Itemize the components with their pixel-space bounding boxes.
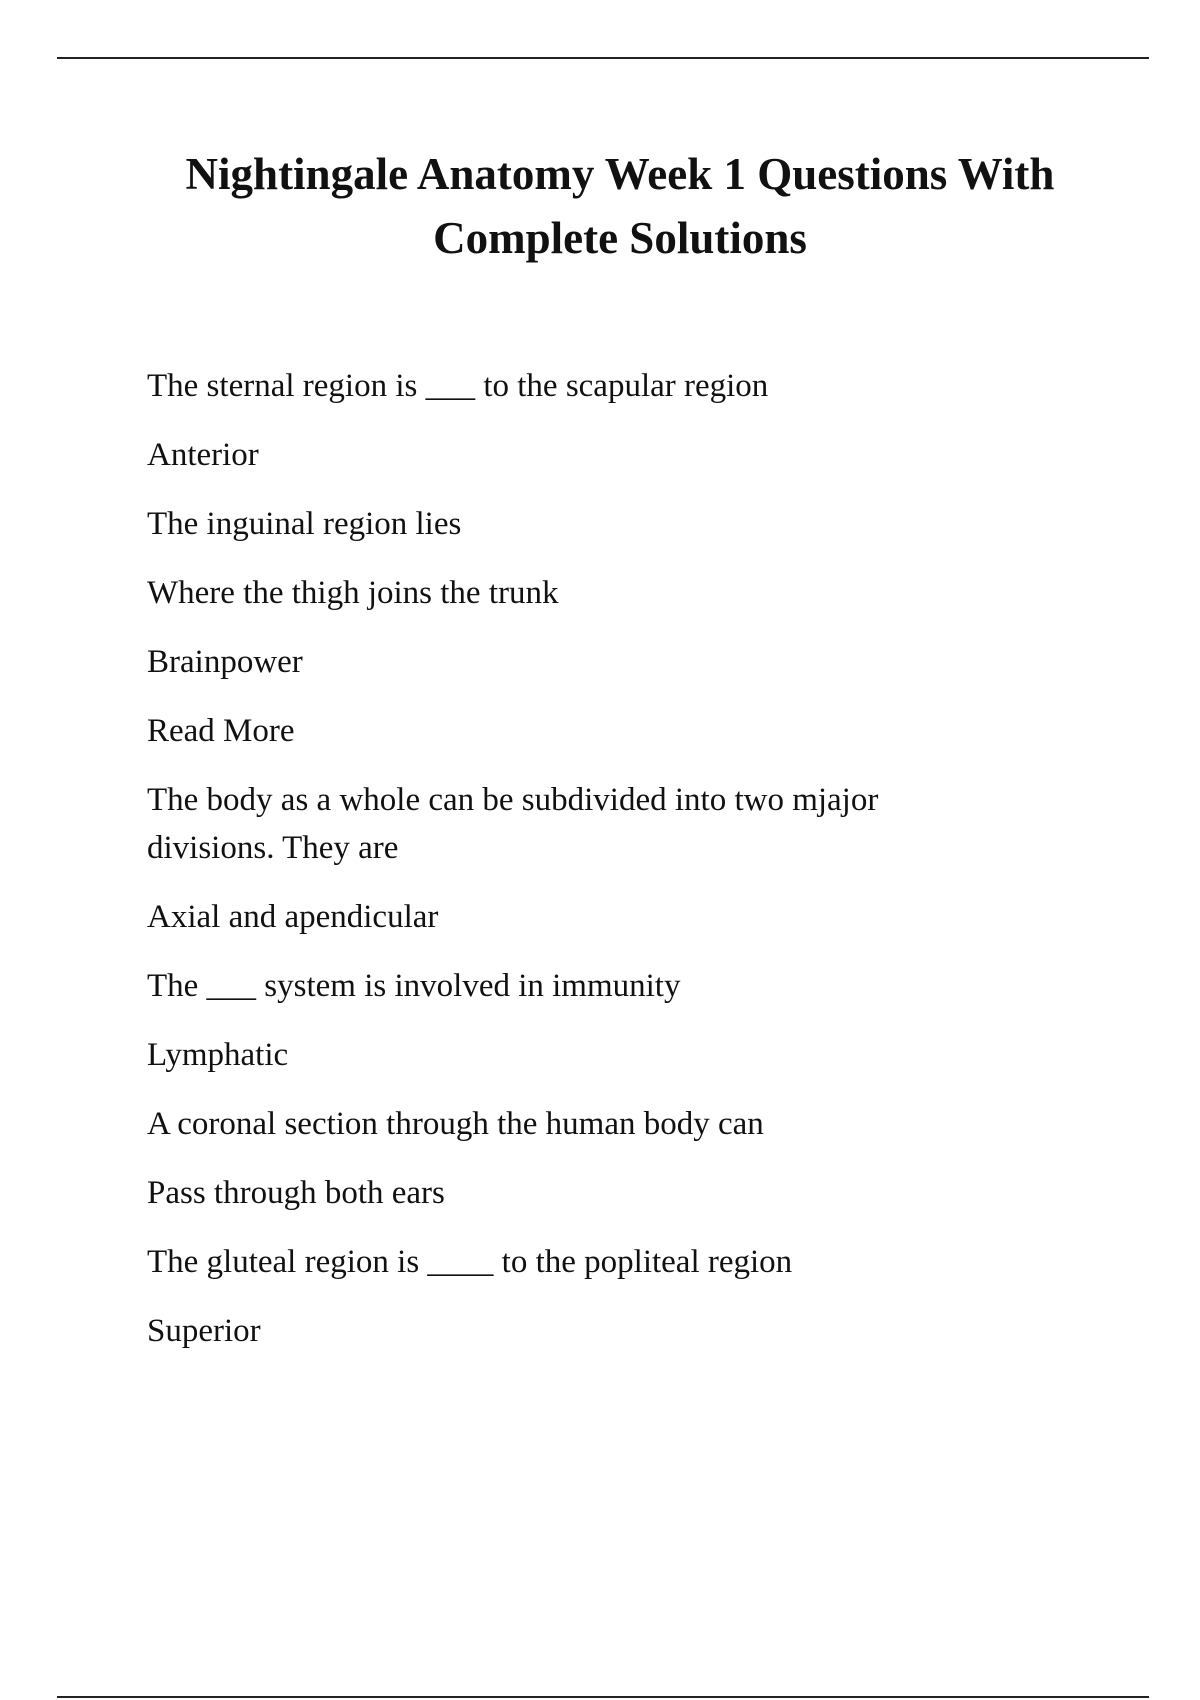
answer-text: Lymphatic: [147, 1037, 289, 1073]
document-body: [147, 362, 1047, 1376]
question-text: A coronal section through the human body can: [147, 1106, 764, 1142]
question-text: The body as a whole can be subdivided into two mjajor divisions. They are: [147, 782, 879, 866]
answer-text: Where the thigh joins the trunk: [147, 575, 559, 611]
answer-text: Axial and apendicular: [147, 899, 439, 935]
footer-rule: [57, 1696, 1149, 1698]
document-title: Nightingale Anatomy Week 1 Questions With Complete Solutions: [185, 149, 1055, 263]
header-rule: [57, 57, 1149, 59]
read-more-text: Read More: [147, 713, 295, 749]
question-text: The sternal region is ___ to the scapular region: [147, 368, 769, 404]
question-text: The gluteal region is ____ to the popliteal region: [147, 1244, 793, 1280]
answer-text: Anterior: [147, 437, 259, 473]
question-text: The ___ system is involved in immunity: [147, 968, 681, 1004]
answer-text: Pass through both ears: [147, 1175, 445, 1211]
brainpower-text: Brainpower: [147, 644, 303, 680]
answer-text: Superior: [147, 1313, 261, 1349]
question-text: The inguinal region lies: [147, 506, 462, 542]
